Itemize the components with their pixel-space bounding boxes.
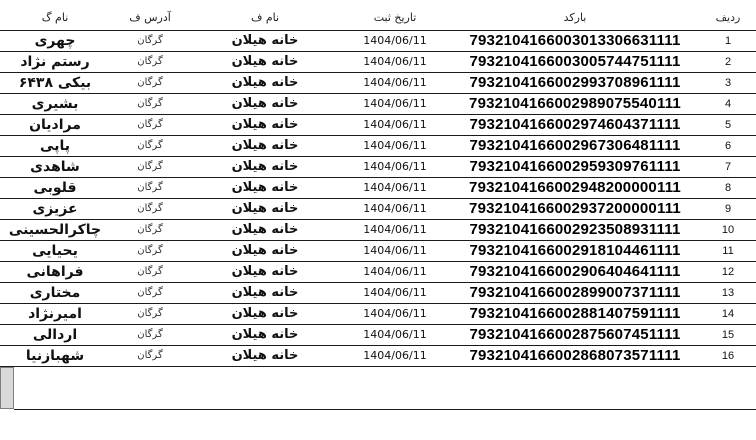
table-row xyxy=(0,31,756,52)
index-cell[interactable]: 8 xyxy=(700,178,756,199)
shop-cell[interactable]: خانه هیلان xyxy=(190,157,340,178)
name-cell[interactable]: شاهدی xyxy=(0,157,110,178)
address-cell[interactable]: گرگان xyxy=(110,199,190,220)
shop-cell[interactable]: خانه هیلان xyxy=(190,346,340,367)
name-cell[interactable]: رستم نژاد xyxy=(0,52,110,73)
name-cell[interactable]: مختاری xyxy=(0,283,110,304)
index-cell[interactable]: 10 xyxy=(700,220,756,241)
table-row xyxy=(0,304,756,325)
address-cell[interactable]: گرگان xyxy=(110,136,190,157)
name-cell[interactable]: چاکرالحسینی xyxy=(0,220,110,241)
index-cell[interactable]: 12 xyxy=(700,262,756,283)
address-cell[interactable]: گرگان xyxy=(110,31,190,52)
name-cell[interactable]: عزیزی xyxy=(0,199,110,220)
table-row xyxy=(0,94,756,115)
shop-cell[interactable]: خانه هیلان xyxy=(190,31,340,52)
barcode-cell[interactable]: 7932104166002974604371111 xyxy=(450,115,700,136)
table-body xyxy=(0,31,756,367)
header-date[interactable]: تاریخ ثبت xyxy=(373,11,417,24)
date-cell[interactable]: 1404/06/11 xyxy=(340,283,450,304)
table-row xyxy=(0,325,756,346)
index-cell[interactable]: 1 xyxy=(700,31,756,52)
table-row xyxy=(0,220,756,241)
shop-cell[interactable]: خانه هیلان xyxy=(190,262,340,283)
date-cell[interactable]: 1404/06/11 xyxy=(340,52,450,73)
name-cell[interactable]: مرادیان xyxy=(0,115,110,136)
barcode-cell[interactable]: 7932104166002906404641111 xyxy=(450,262,700,283)
name-cell[interactable]: چهری xyxy=(0,31,110,52)
shop-cell[interactable]: خانه هیلان xyxy=(190,94,340,115)
table-row xyxy=(0,346,756,367)
barcode-cell[interactable]: 7932104166002923508931111 xyxy=(450,220,700,241)
index-cell[interactable]: 6 xyxy=(700,136,756,157)
name-cell[interactable]: بشیری xyxy=(0,94,110,115)
header-address[interactable]: آدرس ف xyxy=(129,11,171,24)
index-cell[interactable]: 15 xyxy=(700,325,756,346)
table-row xyxy=(0,52,756,73)
index-cell[interactable]: 4 xyxy=(700,94,756,115)
barcode-cell[interactable]: 7932104166002959309761111 xyxy=(450,157,700,178)
table-row xyxy=(0,73,756,94)
name-cell[interactable]: فراهانی xyxy=(0,262,110,283)
date-cell[interactable]: 1404/06/11 xyxy=(340,178,450,199)
date-cell[interactable]: 1404/06/11 xyxy=(340,157,450,178)
barcode-cell[interactable]: 7932104166002937200000111 xyxy=(450,199,700,220)
date-cell[interactable]: 1404/06/11 xyxy=(340,346,450,367)
date-cell[interactable]: 1404/06/11 xyxy=(340,73,450,94)
barcode-cell[interactable]: 7932104166002989075540111 xyxy=(450,94,700,115)
index-cell[interactable]: 2 xyxy=(700,52,756,73)
shop-cell[interactable]: خانه هیلان xyxy=(190,52,340,73)
shop-cell[interactable]: خانه هیلان xyxy=(190,283,340,304)
barcode-cell[interactable]: 7932104166002899007371111 xyxy=(450,283,700,304)
date-cell[interactable]: 1404/06/11 xyxy=(340,136,450,157)
selected-cell[interactable] xyxy=(0,367,14,409)
table-row xyxy=(0,283,756,304)
table-row xyxy=(0,178,756,199)
barcode-cell[interactable]: 7932104166002875607451111 xyxy=(450,325,700,346)
barcode-cell[interactable]: 7932104166002881407591111 xyxy=(450,304,700,325)
barcode-cell[interactable]: 7932104166003013306631111 xyxy=(450,31,700,52)
index-cell[interactable]: 11 xyxy=(700,241,756,262)
barcode-cell[interactable]: 7932104166002918104461111 xyxy=(450,241,700,262)
shop-cell[interactable]: خانه هیلان xyxy=(190,304,340,325)
shop-cell[interactable]: خانه هیلان xyxy=(190,199,340,220)
table-row xyxy=(0,115,756,136)
index-cell[interactable]: 3 xyxy=(700,73,756,94)
header-index[interactable]: ردیف xyxy=(715,11,741,24)
index-cell[interactable]: 5 xyxy=(700,115,756,136)
barcode-cell[interactable]: 7932104166002868073571111 xyxy=(450,346,700,367)
shop-cell[interactable]: خانه هیلان xyxy=(190,136,340,157)
address-cell[interactable]: گرگان xyxy=(110,262,190,283)
table-row xyxy=(0,199,756,220)
shop-cell[interactable]: خانه هیلان xyxy=(190,178,340,199)
barcode-table xyxy=(0,6,756,367)
date-cell[interactable]: 1404/06/11 xyxy=(340,115,450,136)
date-cell[interactable]: 1404/06/11 xyxy=(340,241,450,262)
date-cell[interactable]: 1404/06/11 xyxy=(340,262,450,283)
index-cell[interactable]: 9 xyxy=(700,199,756,220)
shop-cell[interactable]: خانه هیلان xyxy=(190,241,340,262)
name-cell[interactable]: قلوبی xyxy=(0,178,110,199)
address-cell[interactable]: گرگان xyxy=(110,52,190,73)
date-cell[interactable]: 1404/06/11 xyxy=(340,325,450,346)
index-cell[interactable]: 14 xyxy=(700,304,756,325)
row-divider xyxy=(14,409,756,410)
date-cell[interactable]: 1404/06/11 xyxy=(340,304,450,325)
shop-cell[interactable]: خانه هیلان xyxy=(190,220,340,241)
address-cell[interactable]: گرگان xyxy=(110,325,190,346)
table-row xyxy=(0,136,756,157)
barcode-cell[interactable]: 7932104166003005744751111 xyxy=(450,52,700,73)
address-cell[interactable]: گرگان xyxy=(110,94,190,115)
name-cell[interactable]: اردالی xyxy=(0,325,110,346)
date-cell[interactable]: 1404/06/11 xyxy=(340,94,450,115)
date-cell[interactable]: 1404/06/11 xyxy=(340,199,450,220)
index-cell[interactable]: 16 xyxy=(700,346,756,367)
table-row xyxy=(0,262,756,283)
address-cell[interactable]: گرگان xyxy=(110,304,190,325)
address-cell[interactable]: گرگان xyxy=(110,73,190,94)
address-cell[interactable]: گرگان xyxy=(110,346,190,367)
address-cell[interactable]: گرگان xyxy=(110,157,190,178)
name-cell[interactable]: پاپی xyxy=(0,136,110,157)
address-cell[interactable]: گرگان xyxy=(110,283,190,304)
shop-cell[interactable]: خانه هیلان xyxy=(190,73,340,94)
barcode-cell[interactable]: 7932104166002967306481111 xyxy=(450,136,700,157)
date-cell[interactable]: 1404/06/11 xyxy=(340,31,450,52)
barcode-cell[interactable]: 7932104166002993708961111 xyxy=(450,73,700,94)
index-cell[interactable]: 13 xyxy=(700,283,756,304)
address-cell[interactable]: گرگان xyxy=(110,115,190,136)
header-name[interactable]: نام گ xyxy=(41,11,69,24)
header-row xyxy=(0,6,756,31)
address-cell[interactable]: گرگان xyxy=(110,241,190,262)
barcode-cell[interactable]: 7932104166002948200000111 xyxy=(450,178,700,199)
table-row xyxy=(0,157,756,178)
shop-cell[interactable]: خانه هیلان xyxy=(190,325,340,346)
name-cell[interactable]: یحیایی xyxy=(0,241,110,262)
name-cell[interactable]: امیرنژاد xyxy=(0,304,110,325)
header-barcode[interactable]: بارکد xyxy=(563,11,587,24)
name-cell[interactable]: بیکی ۶۴۳۸ xyxy=(0,73,110,94)
address-cell[interactable]: گرگان xyxy=(110,220,190,241)
name-cell[interactable]: شهبازنیا xyxy=(0,346,110,367)
date-cell[interactable]: 1404/06/11 xyxy=(340,220,450,241)
index-cell[interactable]: 7 xyxy=(700,157,756,178)
shop-cell[interactable]: خانه هیلان xyxy=(190,115,340,136)
table-row xyxy=(0,241,756,262)
header-shop[interactable]: نام ف xyxy=(250,11,280,24)
address-cell[interactable]: گرگان xyxy=(110,178,190,199)
